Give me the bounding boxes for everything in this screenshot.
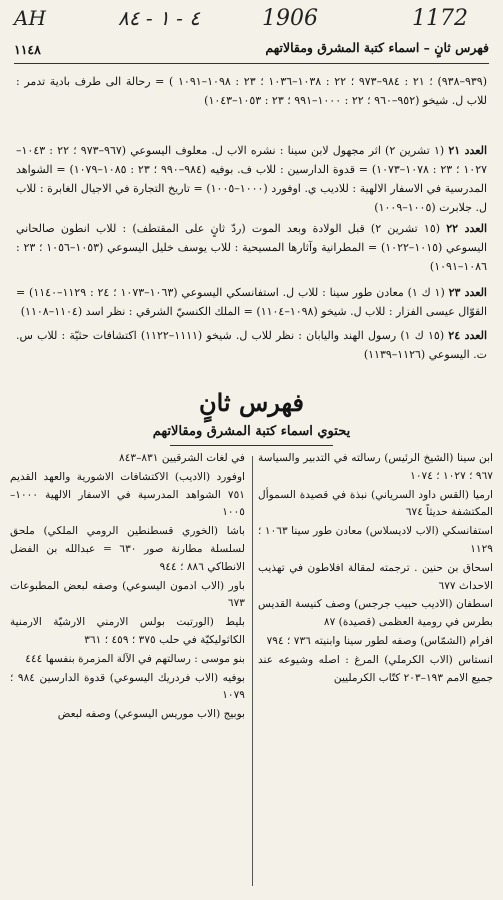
index-columns bbox=[10, 450, 493, 894]
index-column-left bbox=[10, 450, 245, 725]
issue-text: (١ تشرين ٢) اثر مجهول لابن سينا : نشره الاب ل. معلوف اليسوعي (٩٦٧–٩٧٣ ؛ ٢٢ : ١٠٤٣–١٠٢٧ ؛ ٢٣ : ١٠٧٨–١٠٧٣) = قدوة الدارسين : للاب ف. بوفيه (٩٨٤–٩٩٠ ؛ ٢٣ : ١٠٨٥–١٠٧٩) = الشواهد المدرسية في الاسفار الالهية : للاديب ي. اوفورد (١٠٠٠–١٠٠٥) = تاريخ التجارة في الاجيال الغابرة : للاب ل. جلابرت (١٠٠٥–١٠٠٩) bbox=[16, 144, 488, 214]
section-subtitle: يحتوي اسماء كتبة المشرق ومقالاتهم bbox=[152, 424, 351, 439]
index-column-right bbox=[258, 450, 493, 688]
index-entry: انستاس (الاب الكرملي) المرغ : اصله وشيوعه عند جميع الامم ١٩٣–٢٠٣ كتّاب الكرمليين bbox=[258, 653, 493, 684]
handwritten-year: 1906 bbox=[262, 6, 318, 31]
handwritten-mark-middle: ٤ - ١ - ٨٤ bbox=[118, 6, 200, 30]
subtitle-underline bbox=[170, 445, 333, 446]
index-entry: افرام (الشمّاس) وصفه لطور سينا وابنيته ٧٣٦ ؛ ٧٩٤ bbox=[266, 634, 493, 647]
index-entry: بوفيه (الاب فردريك اليسوعي) قدوة الدارسين ٩٨٤ ؛ ١٠٧٩ bbox=[10, 671, 245, 702]
issue-label: العدد ٢١ bbox=[448, 144, 488, 157]
index-entry: بوبيج (الاب موريس اليسوعي) وصفه لبعض bbox=[57, 708, 245, 721]
index-entry: بليط (الورتبت بولس الارمني الارشيّة الارمنية الكاثوليكيّة في حلب ٣٧٥ ؛ ٤٥٩ ؛ ٣٦١ bbox=[10, 616, 245, 646]
index-entry: بنو موسى : رسالتهم في الآلة المزمرة بنفسها ٤٤٤ bbox=[25, 652, 245, 665]
issue-text: (١ ك ١) معادن طور سينا : للاب ل. استفانسكي اليسوعي (١٠٦٣–١٠٧٣ ؛ ٢٤ : ١١٢٩–١١٤٠) = القوّال عيسى الفزار : للاب ل. شيخو (١٠٩٨–١١٠٤) = الملك الكنسيّ الشرقي : نظر اسد (١١٠٤–١١٠٨) bbox=[16, 286, 487, 318]
issue-label: العدد ٢٣ bbox=[448, 286, 487, 299]
issue-text: (١٥ ك ١) رسول الهند واليابان : نظر للاب ل. شيخو (١١١١–١١٢٢) اكتشافات حثيّة : للاب س. ت. اليسوعي (١١٢٦–١١٣٩) bbox=[16, 329, 487, 361]
running-header bbox=[14, 40, 489, 60]
issue-entry-22 bbox=[16, 219, 487, 276]
index-entry: اوفورد (الاديب) الاكتشافات الاشورية والعهد القديم ٧٥١ الشواهد المدرسية في الاسفار الالهية ١٠٠٠–١٠٠٥ bbox=[10, 470, 245, 519]
index-entry: في لغات الشرقيين ٨٣١–٨٤٣ bbox=[119, 452, 245, 464]
issue-entry-continuation bbox=[16, 72, 487, 110]
index-entry: باشا (الخوري قسطنطين الرومي الملكي) ملحق لسلسلة مطارنة صور ٦٣٠ = عبدالله بن الفضل الانطاكي ٨٨٦ ؛ ٩٤٤ bbox=[10, 525, 245, 573]
issue-entry-24 bbox=[16, 326, 487, 364]
column-divider bbox=[252, 456, 253, 886]
section-title: فهرس ثانٍ bbox=[198, 388, 305, 417]
page-number: ١١٤٨ bbox=[14, 42, 41, 57]
issue-text: (١٥ تشرين ٢) قبل الولادة وبعد الموت (ردّ ثانٍ على المقتطف) : للاب انطون صالحاني اليسوعي (١٠١٥–١٠٢٢) = المطرانية وآثارها المسيحية : للاب يوسف خليل اليسوعي (١٠٥٣–١٠٥٦ ؛ ٢٣ : ١٠٨٦–١٠٩١) bbox=[16, 222, 488, 273]
issue-label: العدد ٢٢ bbox=[446, 222, 487, 235]
index-entry: اسحاق بن حنين . ترجمته لمقالة افلاطون في تهذيب الاحداث ٦٧٧ bbox=[258, 561, 493, 592]
header-rule bbox=[14, 63, 489, 64]
index-entry: باور (الاب ادمون اليسوعي) وصفه لبعض المطبوعات ٦٧٣ bbox=[10, 579, 245, 610]
index-entry: استفانسكي (الاب لاديسلاس) معادن طور سينا ١٠٦٣ ؛ ١١٢٩ bbox=[258, 525, 493, 555]
issue-label: العدد ٢٤ bbox=[448, 329, 488, 342]
issue-entry-21 bbox=[16, 141, 487, 217]
handwritten-mark-left: AH bbox=[14, 6, 46, 30]
index-entry: ارميا (القس داود السرياني) نبذة في قصيدة السموأل المكتشفة حديثاً ٦٧٤ bbox=[258, 488, 493, 519]
issue-text: (٩٣٩–٩٣٨) ؛ ٢١ : ٩٨٤–٩٧٣ ؛ ٢٢ : ١٠٣٨–١٠٣٦ ؛ ٢٣ : ١٠٩٨–١٠٩١ ) = رحالة الى طرف بادية تدمر : للاب ل. شيخو (٩٥٢–٩٦٠ ؛ ٢٢ : ١٠٠٠–٩٩١ ؛ ٢٣ : ١٠٥٣–١٠٤٣) bbox=[16, 75, 488, 107]
issue-entry-23 bbox=[16, 283, 487, 321]
running-title: فهرس ثانٍ – اسماء كتبة المشرق ومقالاتهم bbox=[265, 40, 489, 55]
index-entry: اسطفان (الاديب حبيب جرجس) وصف كنيسة القديس بطرس في رومية العظمى (قصيدة) ٨٧ bbox=[258, 598, 493, 629]
index-entry: ابن سينا (الشيخ الرئيس) رسالته في التدبير والسياسة ٩٦٧ ؛ ١٠٢٧ ؛ ١٠٧٤ bbox=[258, 452, 493, 482]
handwritten-code: 1172 bbox=[412, 6, 468, 31]
